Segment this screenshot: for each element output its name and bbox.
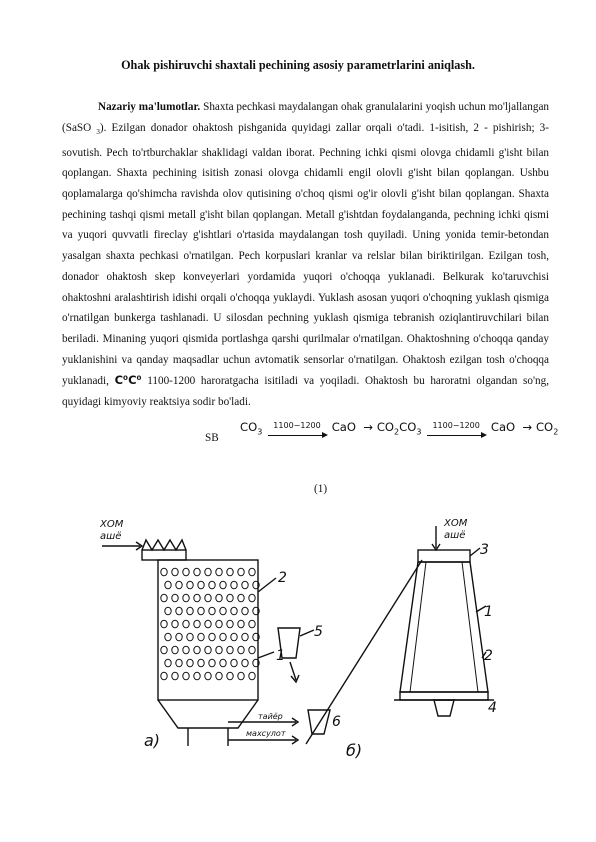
pellet: [227, 568, 233, 576]
pellet: [205, 672, 211, 680]
callout-line-a1: [258, 652, 274, 658]
pellet: [249, 672, 255, 680]
pellet: [172, 594, 178, 602]
pellet: [165, 581, 171, 589]
pellet: [187, 607, 193, 615]
pellet: [249, 568, 255, 576]
kiln-b-outlet: [434, 700, 454, 716]
raw-material-label-a-1: ХОМ: [100, 519, 124, 530]
pellet: [194, 568, 200, 576]
equation-number: (1): [314, 483, 328, 495]
pellet: [216, 594, 222, 602]
pellet: [231, 607, 237, 615]
output-label-1: тайёр: [258, 712, 283, 721]
callout-line-b3: [470, 548, 480, 556]
kiln-b-lining-right: [462, 562, 478, 692]
pellet: [227, 672, 233, 680]
kiln-a-cone: [158, 700, 258, 728]
skip-bucket: [308, 710, 330, 734]
pellet: [176, 581, 182, 589]
pellet: [165, 607, 171, 615]
callout-b-3: 3: [480, 542, 489, 558]
raw-material-label-b-2: ашё: [444, 530, 466, 541]
reactant: CO: [240, 420, 258, 434]
equation-prefix: SB: [205, 432, 219, 444]
pellet: [238, 672, 244, 680]
limestone-pellets: [161, 568, 259, 680]
pellet: [183, 620, 189, 628]
pellet: [172, 672, 178, 680]
bunker: [278, 628, 300, 658]
callout-b-4: 4: [488, 700, 497, 716]
pellet: [205, 594, 211, 602]
pellet: [231, 659, 237, 667]
pellet: [183, 646, 189, 654]
callout-b-5: 5: [314, 624, 323, 640]
product-2: CaO: [490, 420, 516, 434]
pellet: [205, 568, 211, 576]
pellet: [176, 607, 182, 615]
callout-line-a2: [258, 578, 276, 592]
pellet: [165, 659, 171, 667]
pellet: [220, 607, 226, 615]
pellet: [194, 646, 200, 654]
pellet: [216, 672, 222, 680]
pellet: [209, 659, 215, 667]
pellet: [249, 594, 255, 602]
pellet: [161, 594, 167, 602]
figure-label-b: б): [346, 741, 363, 760]
paragraph-lead: Nazariy ma'lumotlar.: [98, 101, 201, 113]
theory-paragraph: [62, 97, 549, 413]
pellet: [183, 594, 189, 602]
pellet: [216, 646, 222, 654]
callout-b-1: 1: [484, 604, 493, 620]
pellet: [194, 620, 200, 628]
pellet: [172, 568, 178, 576]
kiln-b-lining-left: [410, 562, 426, 692]
pellet: [176, 659, 182, 667]
pellet: [198, 581, 204, 589]
pellet: [242, 607, 248, 615]
figure-label-a: а): [144, 731, 161, 750]
pellet: [249, 620, 255, 628]
pellet: [227, 646, 233, 654]
formula-subscript: 3: [96, 127, 100, 136]
equation-body: [240, 420, 558, 436]
pellet: [198, 659, 204, 667]
pellet: [161, 568, 167, 576]
pellet: [242, 659, 248, 667]
pellet: [205, 620, 211, 628]
pellet: [231, 581, 237, 589]
mid-tail: CO: [399, 420, 417, 434]
callout-a-2: 2: [278, 570, 287, 586]
mid-compound: CO: [376, 420, 395, 434]
pellet: [172, 646, 178, 654]
paragraph-text-3: 1100-1200 haroratgacha isitiladi va yoqiladi. Ohaktosh bu haroratni olgandan so'ng, quyidagi kimyoviy reaktsiya sodir bo'ladi.: [62, 375, 550, 409]
pellet: [176, 633, 182, 641]
reaction-arrow-2: [425, 421, 487, 436]
pellet: [242, 581, 248, 589]
skip-conveyor: [306, 560, 422, 744]
kiln-diagram: [100, 512, 500, 767]
pellet: [238, 620, 244, 628]
pellet: [194, 594, 200, 602]
pellet: [231, 633, 237, 641]
pellet: [161, 620, 167, 628]
raw-material-label-b-1: ХОМ: [444, 518, 468, 529]
pellet: [165, 633, 171, 641]
pellet: [209, 633, 215, 641]
pellet: [183, 568, 189, 576]
pellet: [205, 646, 211, 654]
pellet: [238, 594, 244, 602]
product-1: CaO: [331, 420, 357, 434]
reaction-arrow-1: [266, 421, 328, 436]
bunker-arrow: [290, 662, 296, 680]
kiln-b-base: [400, 692, 488, 700]
pellet: [220, 633, 226, 641]
pellet: [183, 672, 189, 680]
reaction-equation: [0, 420, 596, 450]
page-title: Ohak pishiruvchi shaxtali pechining asosiy parametrlarini aniqlash.: [121, 58, 475, 72]
final-product: CO: [535, 420, 554, 434]
pellet: [161, 672, 167, 680]
paragraph-text-1: Shaxta pechkasi maydalangan ohak granulalarini yoqish uchun mo'ljallangan (SaSO: [62, 101, 550, 134]
pellet: [238, 646, 244, 654]
pellet: [161, 646, 167, 654]
pellet: [209, 607, 215, 615]
pellet: [172, 620, 178, 628]
kiln-a: [100, 519, 298, 750]
pellet: [216, 620, 222, 628]
mid-sub-2: 3: [416, 427, 422, 437]
pellet: [216, 568, 222, 576]
reactant-sub: 3: [257, 427, 263, 437]
raw-material-label-a-2: ашё: [100, 531, 122, 542]
arrow-short-2: →: [518, 420, 536, 434]
arrow-condition-2: 1100−1200: [432, 421, 480, 431]
pellet: [249, 646, 255, 654]
callout-a-1: 1: [276, 648, 285, 664]
feeder-zigzag: [142, 540, 186, 550]
pellet: [220, 581, 226, 589]
pellet: [220, 659, 226, 667]
pellet: [238, 568, 244, 576]
pellet: [242, 633, 248, 641]
output-label-2: махсулот: [246, 729, 286, 738]
pellet: [198, 607, 204, 615]
kiln-b-top: [418, 550, 470, 562]
mid-sub-1: 2: [394, 427, 400, 437]
pellet: [187, 581, 193, 589]
kiln-b-shell: [400, 562, 488, 692]
kiln-b: [278, 518, 497, 760]
paragraph-text-2: ). Ezilgan donador ohaktosh pishganida quyidagi zallar orqali o'tadi. 1-isitish, 2 - pishirish; 3-sovutish. Pech to'rtburchaklar shaklidagi valdan iborat. Pechning ichki qismi olovga chidamli g'isht bilan qoplangan. Shaxta pechining isitish zonasi olovga chidamli engil olovli g'isht bilan qoplangan. Ushbu qoplamalarga qo'shimcha ravishda olov qutisining o'choq qismi og'ir olovli g'isht bilan qoplangan. Shaxta pechining tashqi qismi metall g'isht bilan qoplangan. Metall g'ishtdan foydalanganda, pechning ichki qismi va yuqori quvvatli fireclay g'ishtlari o'rtasida maydalangan tosh quyiladi. Uning yonida temir-betondan yasalgan shaxta pechkasi o'rnatilgan. Pech korpuslari kranlar va relslar bilan biriktirilgan. Ezilgan tosh, donador ohaktosh skep konveyerlari yordamida yuqori o'choqqa yuklanadi. Belkurak ko'taruvchisi ohaktoshni aralashtirish idishi orqali o'choqqa yuklaydi. Yuklash asosan yuqori o'choqning yuklash qismiga o'rnatilgan bunkerga tashlanadi. U silosdan pechning yuklash qismiga tebranish oziqlantiruvchilari bilan beriladi. Minaning yuqori qismida portlashga qarshi qurilmalar o'rnatilgan. Ohaktoshning o'choqqa qanday yuklanishini va qanday maqsadlar uchun avtomatik sensorlar o'rnatilgan. Ohaktosh ezilgan tosh o'choqqa yuklanadi,: [62, 121, 550, 388]
pellet: [227, 594, 233, 602]
arrow-condition-1: 1100−1200: [273, 421, 321, 431]
pellet: [187, 633, 193, 641]
pellet: [227, 620, 233, 628]
pellet: [194, 672, 200, 680]
pellet: [198, 633, 204, 641]
callout-b-2: 2: [484, 648, 493, 664]
callout-line-b5: [300, 630, 314, 636]
callout-b-6: 6: [332, 714, 341, 730]
pellet: [187, 659, 193, 667]
arrow-short-1: →: [359, 420, 377, 434]
final-sub: 2: [553, 427, 559, 437]
celsius-symbol: C⁰C⁰: [114, 373, 142, 388]
pellet: [209, 581, 215, 589]
feeder-base: [142, 550, 186, 560]
